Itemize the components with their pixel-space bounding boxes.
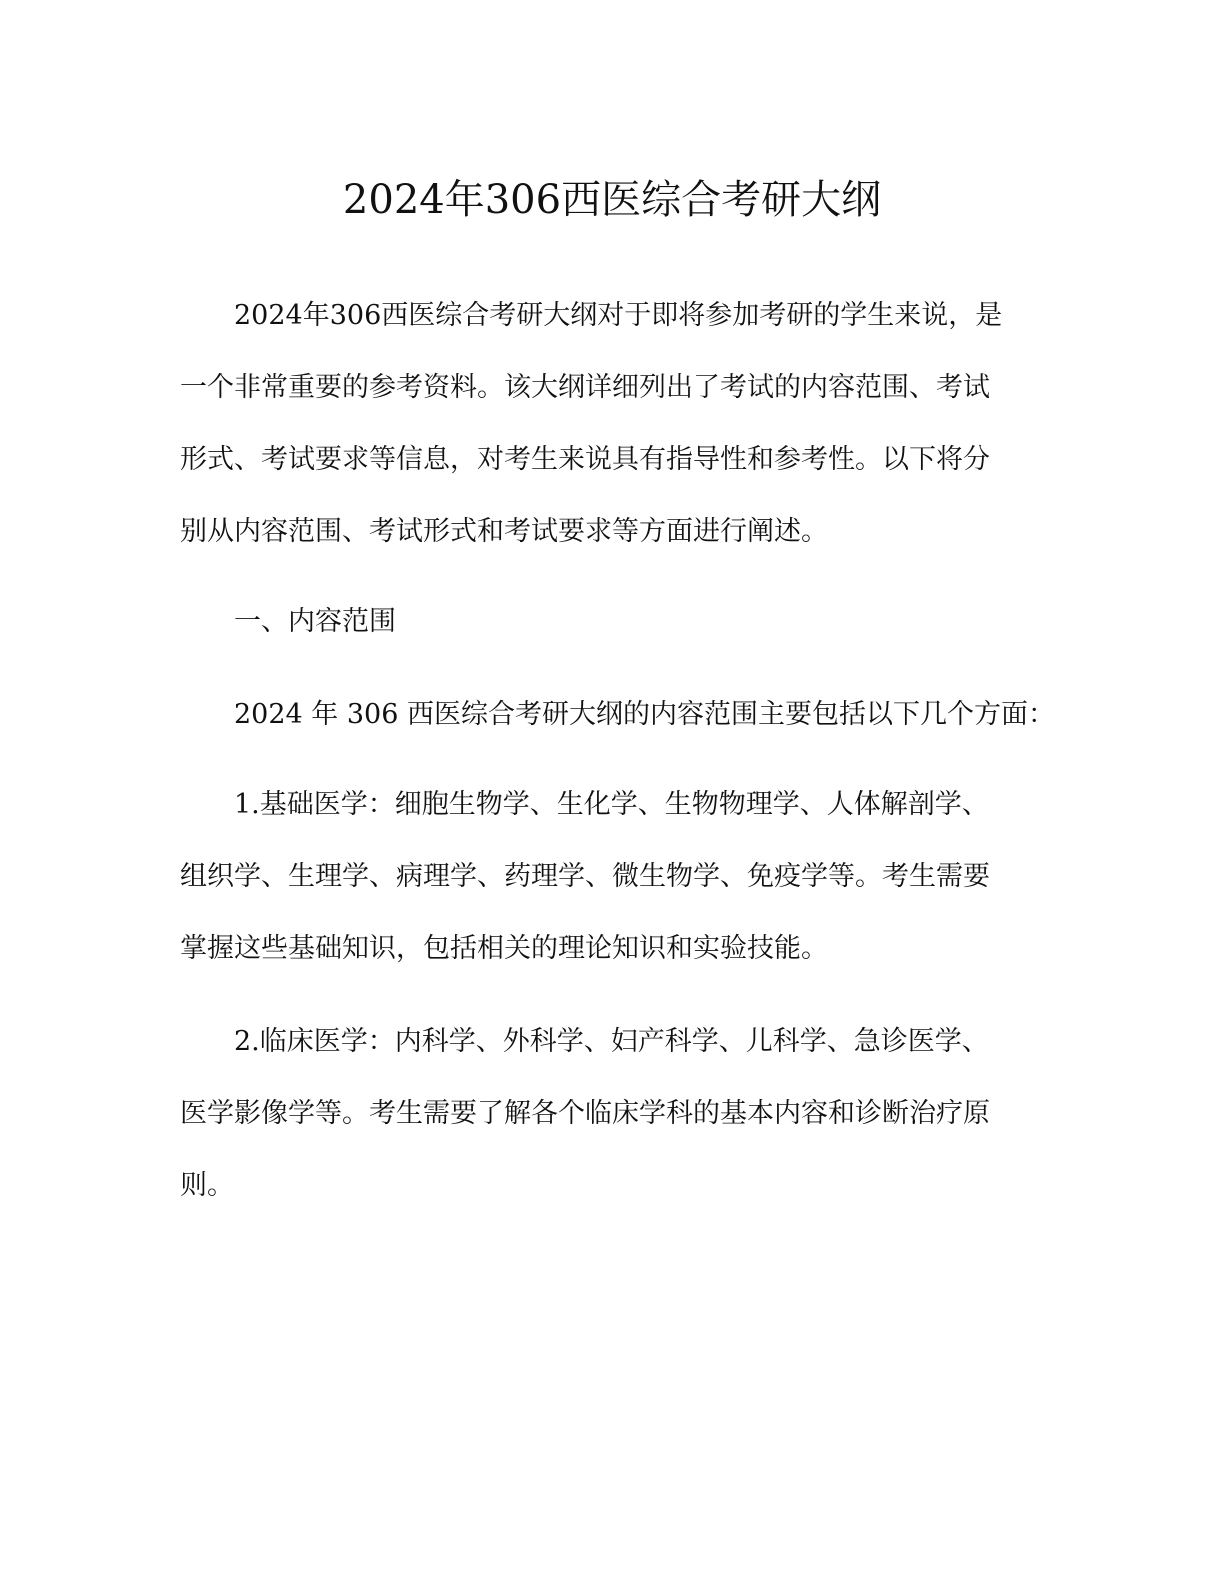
item-2-line-2: 医学影像学等。考生需要了解各个临床学科的基本内容和诊断治疗原 (180, 1098, 990, 1129)
intro-line-2: 一个非常重要的参考资料。该大纲详细列出了考试的内容范围、考试 (180, 372, 990, 403)
item-1-line-2: 组织学、生理学、病理学、药理学、微生物学、免疫学等。考生需要 (180, 861, 990, 892)
section-1-intro: 2024 年 306 西医综合考研大纲的内容范围主要包括以下几个方面： (234, 699, 1055, 730)
section-1-heading: 一、内容范围 (234, 606, 396, 637)
intro-line-1: 2024年306西医综合考研大纲对于即将参加考研的学生来说，是 (234, 300, 1003, 331)
item-1-line-3: 掌握这些基础知识，包括相关的理论知识和实验技能。 (180, 933, 828, 964)
item-2-line-1: 2.临床医学：内科学、外科学、妇产科学、儿科学、急诊医学、 (234, 1026, 989, 1057)
intro-line-3: 形式、考试要求等信息，对考生来说具有指导性和参考性。以下将分 (180, 444, 990, 475)
intro-line-4: 别从内容范围、考试形式和考试要求等方面进行阐述。 (180, 516, 828, 547)
document-title: 2024年306西医综合考研大纲 (342, 177, 882, 223)
item-2-line-3: 则。 (180, 1170, 234, 1201)
item-1-line-1: 1.基础医学：细胞生物学、生化学、生物物理学、人体解剖学、 (234, 789, 989, 820)
